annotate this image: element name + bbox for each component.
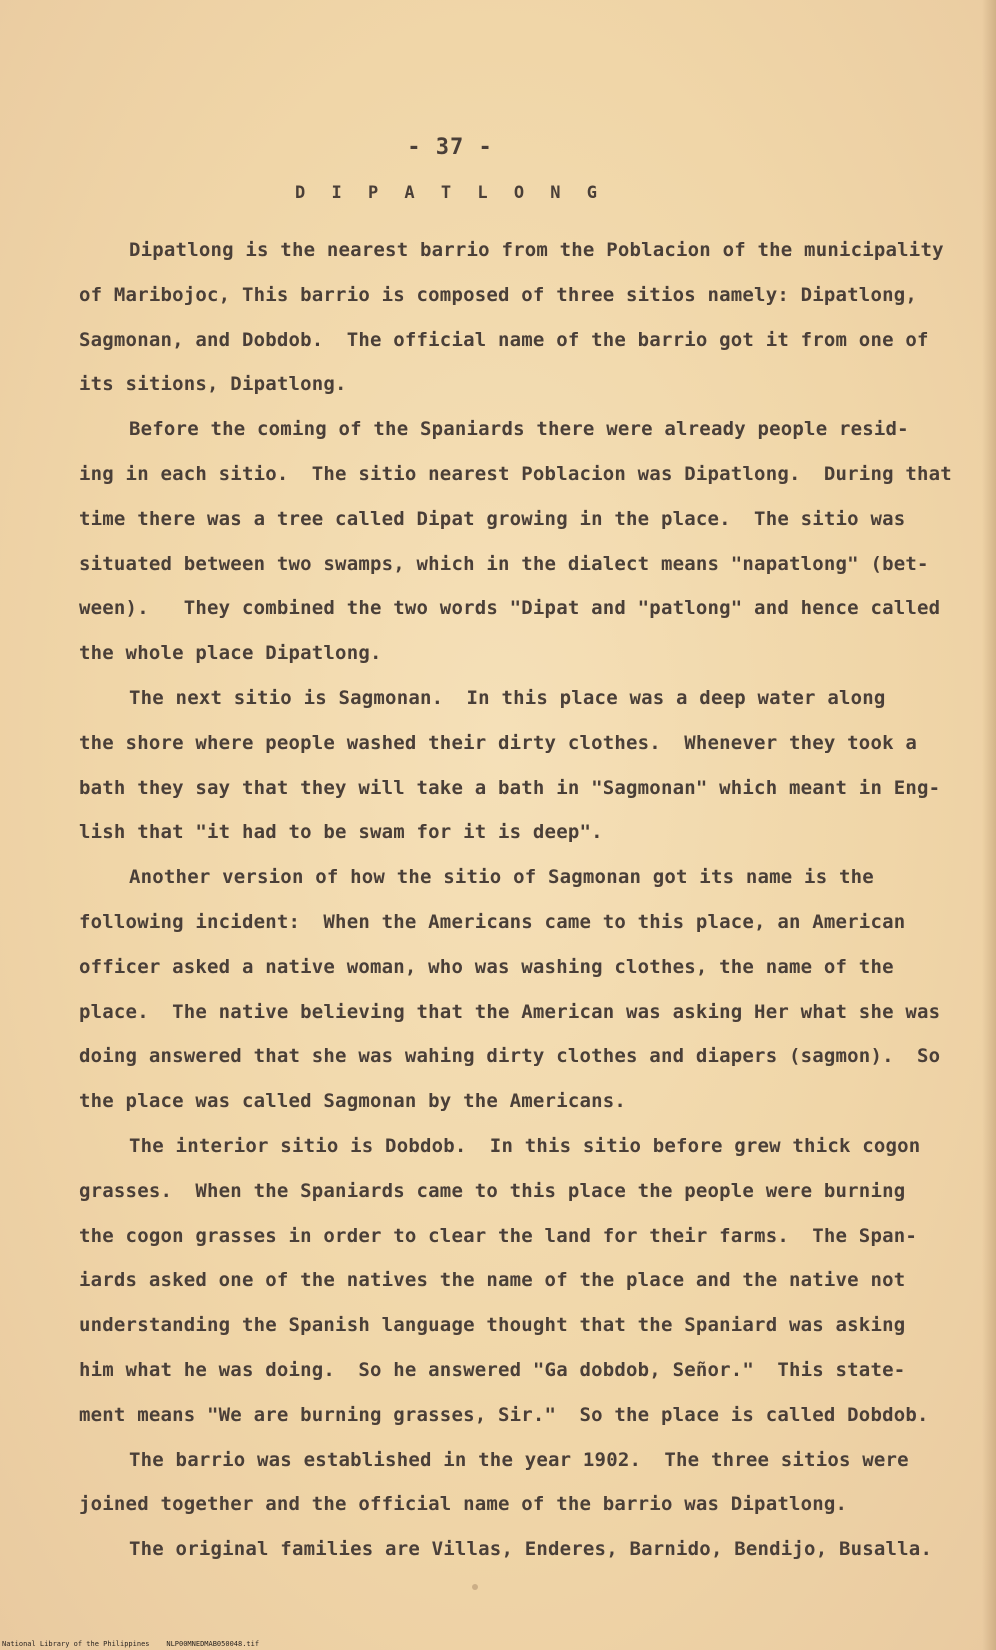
text-line: The barrio was established in the year 1902. The three sitios were [129,1448,909,1471]
paragraph [79,407,952,676]
text-line: its sitions, Dipatlong. [79,373,347,396]
text-line: the shore where people washed their dirty clothes. Whenever they took a [79,731,918,754]
text-line: Another version of how the sitio of Sagmonan got its name is the [129,866,874,889]
text-line: him what he was doing. So he answered "Ga dobdob, Señor." This state- [79,1358,906,1381]
text-line: place. The native believing that the American was asking Her what she was [79,1000,941,1023]
scan-footer: National Library of the Philippines NLP00MNEDMAB050048.tif [2,1640,260,1648]
text-line: bath they say that they will take a bath in "Sagmonan" which meant in Eng- [79,776,941,799]
paragraph [79,1124,929,1438]
text-line: ween). They combined the two words "Dipat and "patlong" and hence called [79,597,941,620]
paper-smudge [472,1584,478,1590]
text-line: ing in each sitio. The sitio nearest Poblacion was Dipatlong. During that [79,462,952,485]
paragraph [79,676,941,855]
text-line: joined together and the official name of the barrio was Dipatlong. [79,1493,848,1516]
text-line: Before the coming of the Spaniards there were already people resid- [129,418,909,441]
text-line: Sagmonan, and Dobdob. The official name of the barrio got it from one of [79,328,929,351]
paragraph [79,855,941,1124]
text-line: doing answered that she was wahing dirty clothes and diapers (sagmon). So [79,1045,941,1068]
text-line: the whole place Dipatlong. [79,642,382,665]
paragraph [79,1438,909,1528]
paragraph [79,1527,933,1572]
text-line: of Maribojoc, This barrio is composed of three sitios namely: Dipatlong, [79,283,918,306]
text-line: the cogon grasses in order to clear the land for their farms. The Span- [79,1224,918,1247]
text-line: understanding the Spanish language thought that the Spaniard was asking [79,1314,906,1337]
text-line: the place was called Sagmonan by the Americans. [79,1090,627,1113]
text-line: grasses. When the Spaniards came to this place the people were burning [79,1179,906,1202]
text-line: The original families are Villas, Enderes, Barnido, Bendijo, Busalla. [129,1538,933,1561]
text-line: The next sitio is Sagmonan. In this place was a deep water along [129,686,886,709]
page-number: - 37 - [407,135,493,160]
text-line: The interior sitio is Dobdob. In this sitio before grew thick cogon [129,1134,921,1157]
paragraph [79,228,944,407]
text-line: lish that "it had to be swam for it is deep". [79,821,603,844]
page-edge-shadow [982,0,996,1650]
text-line: Dipatlong is the nearest barrio from the Poblacion of the municipality [129,239,944,261]
text-line: time there was a tree called Dipat growing in the place. The sitio was [79,507,906,530]
page-title: D I P A T L O N G [295,183,605,203]
text-line: iards asked one of the natives the name of the place and the native not [79,1269,906,1292]
text-line: situated between two swamps, which in the dialect means "napatlong" (bet- [79,552,929,575]
text-line: officer asked a native woman, who was washing clothes, the name of the [79,955,894,978]
text-line: following incident: When the Americans came to this place, an American [79,910,906,933]
text-line: ment means "We are burning grasses, Sir." So the place is called Dobdob. [79,1403,929,1426]
document-body [79,228,952,1572]
